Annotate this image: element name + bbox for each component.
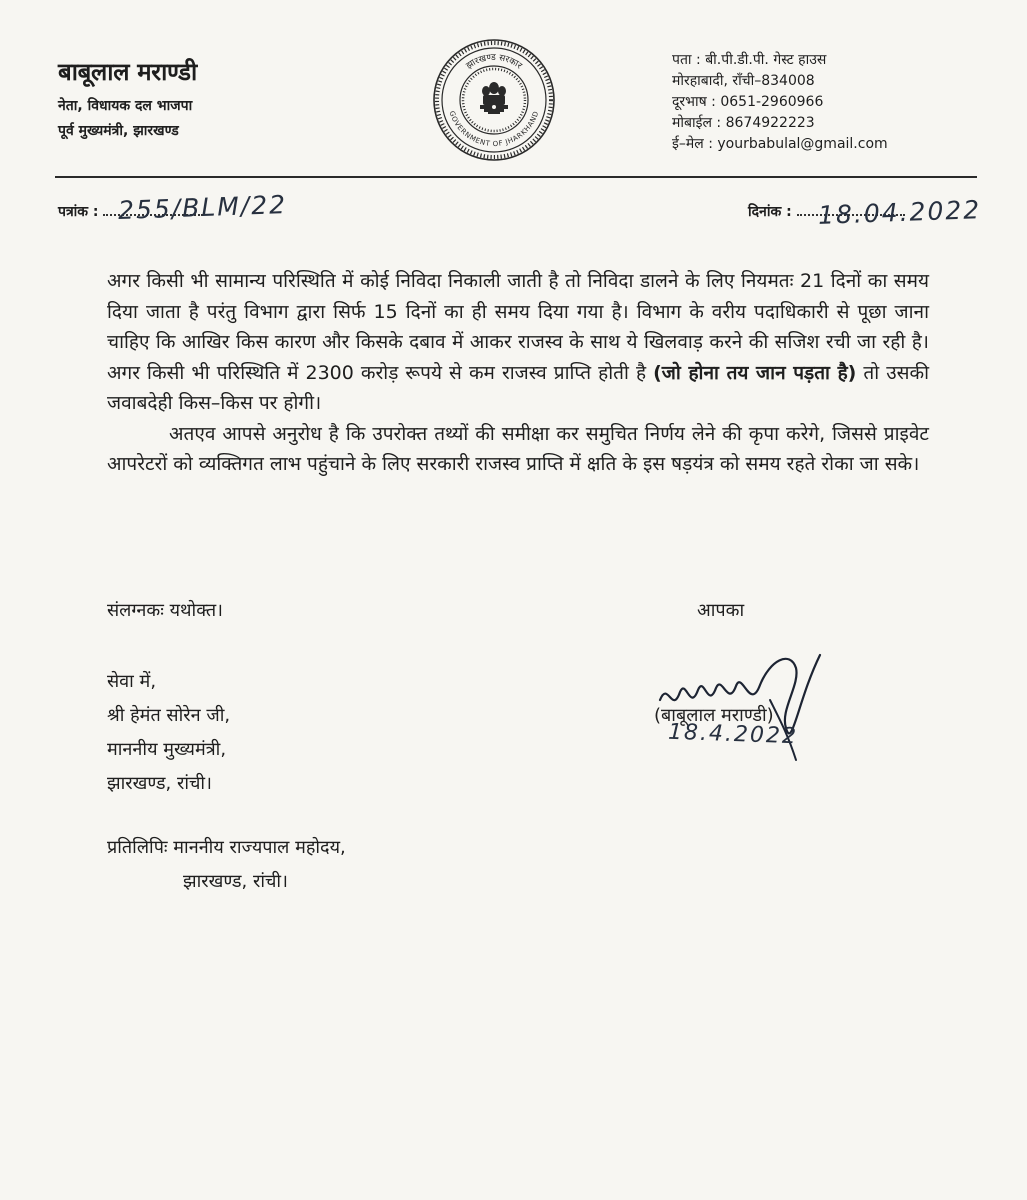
recipient-line: माननीय मुख्यमंत्री, — [107, 739, 227, 760]
address-line: मोरहाबादी, राँची–834008 — [672, 73, 815, 89]
sender-former-post: पूर्व मुख्यमंत्री, झारखण्ड — [58, 123, 179, 139]
date-label: दिनांक : — [748, 204, 792, 220]
reference-number: 255/BLM/22 — [117, 190, 288, 225]
sender-block — [58, 55, 197, 144]
contact-block — [672, 50, 888, 155]
address-line: पता : बी.पी.डी.पी. गेस्ट हाउस — [672, 52, 827, 68]
body-paragraph-2: अतएव आपसे अनुरोध है कि उपरोक्त तथ्यों की समीक्षा कर समुचित निर्णय लेने की कृपा करेगे, जिससे प्राइवेट आपरेटरों को व्यक्तिगत लाभ पहुंचाने के लिए सरकारी राजस्व प्राप्ति में क्षति के इस षड़यंत्र को समय रहते रोका जा सके। — [107, 422, 929, 475]
enclosure-note: संलग्नकः यथोक्त। — [107, 600, 223, 621]
email-line: ई–मेल : yourbabulal@gmail.com — [672, 136, 888, 152]
signature-name: (बाबूलाल मराण्डी) — [654, 705, 774, 726]
sender-designation: नेता, विधायक दल भाजपा — [58, 98, 193, 114]
svg-text:GOVERNMENT OF JHARKHAND — [448, 110, 541, 148]
lion-capital-icon — [480, 82, 508, 114]
recipient-line: श्री हेमंत सोरेन जी, — [107, 705, 231, 726]
copy-to-block — [107, 831, 346, 899]
svg-text:झारखण्ड सरकार — [465, 53, 524, 72]
emblem-english-text: GOVERNMENT OF JHARKHAND — [447, 109, 541, 149]
signature-date: 18.4.2022 — [667, 719, 799, 750]
recipient-block — [107, 665, 230, 801]
emblem-hindi-text: झारखण्ड सरकार — [464, 52, 524, 72]
phone-line: दूरभाष : 0651-2960966 — [672, 94, 824, 110]
recipient-line: सेवा में, — [107, 671, 157, 692]
letter-body — [107, 266, 929, 480]
header-divider — [55, 176, 977, 178]
recipient-line: झारखण्ड, रांची। — [107, 773, 212, 794]
letter-date: 18.04.2022 — [817, 195, 982, 230]
reference-label: पत्रांक : — [58, 204, 99, 220]
copy-to-line: झारखण्ड, रांची। — [183, 871, 288, 892]
closing-yours: आपका — [697, 600, 745, 621]
mobile-line: मोबाईल : 8674922223 — [672, 115, 815, 131]
copy-to-line: प्रतिलिपिः माननीय राज्यपाल महोदय, — [107, 837, 346, 858]
emphasis-text: (जो होना तय जान पड़ता है) — [653, 361, 857, 384]
body-paragraph-1: अगर किसी भी सामान्य परिस्थिति में कोई निविदा निकाली जाती है तो निविदा डालने के लिए नियमतः 21 दिनों का समय दिया जाता है परंतु विभाग द्वारा सिर्फ 15 दिनों का ही समय दिया गया है। विभाग के वरीय पदाधिकारी से पूछा जाना चाहिए कि आखिर किस कारण और किसके दबाव में आकर राजस्व के साथ ये खिलवाड़ करने की सजिश रची जा रही है। अगर किसी भी परिस्थिति में 2300 करोड़ रूपये से कम राजस्व प्राप्ति होती है (जो होना तय जान पड़ता है) तो उसकी जवाबदेही किस–किस पर होगी। — [107, 270, 929, 414]
government-emblem-seal — [432, 38, 556, 162]
sender-name: बाबूलाल मराण्डी — [58, 58, 197, 86]
